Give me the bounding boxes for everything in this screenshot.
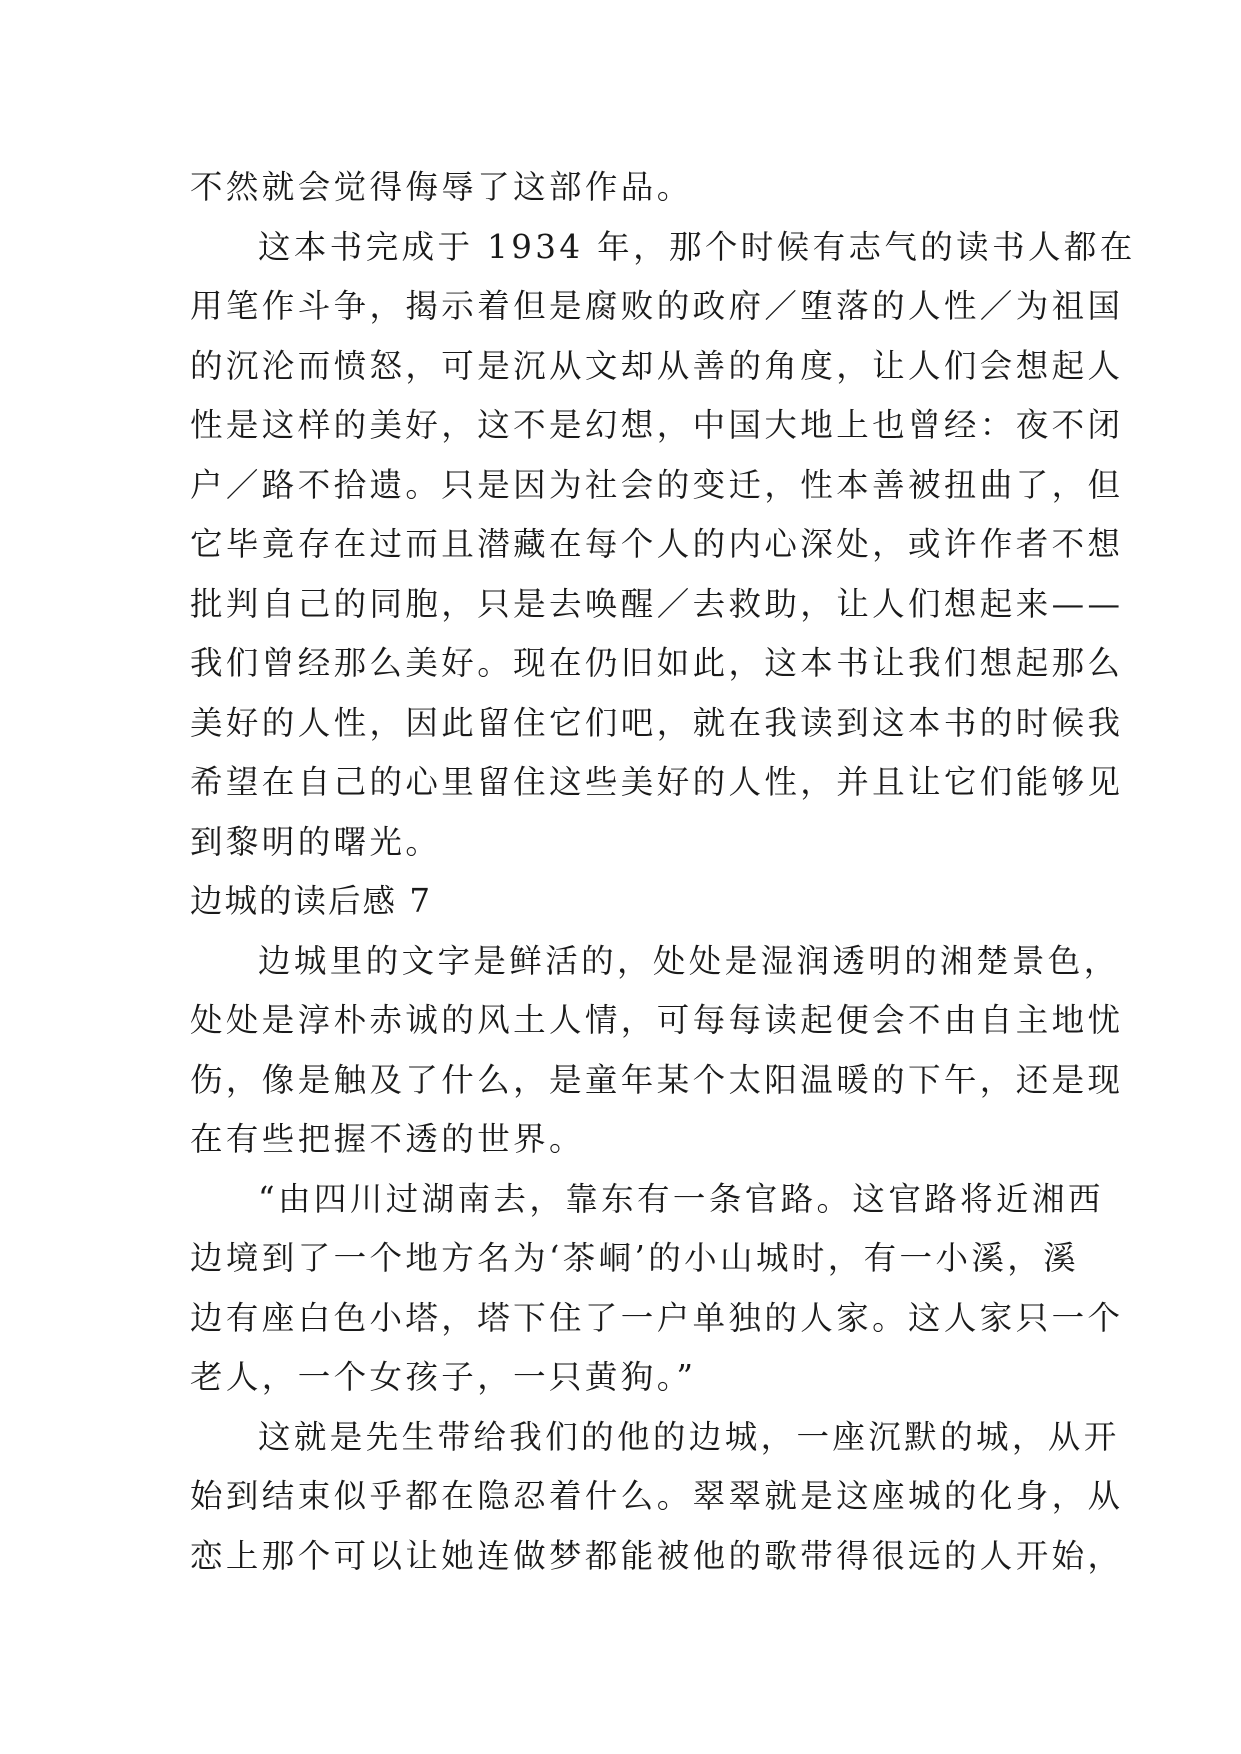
text-line: “由四川过湖南去，靠东有一条官路。这官路将近湘西 xyxy=(258,1179,1104,1218)
text-line: 它毕竟存在过而且潜藏在每个人的内心深处，或许作者不想 xyxy=(190,525,1124,563)
text-line: 伤，像是触及了什么，是童年某个太阳温暖的下午，还是现 xyxy=(190,1060,1124,1099)
text-line: 这本书完成于 1934 年，那个时候有志气的读书人都在 xyxy=(258,227,1136,266)
text-line: 边城里的文字是鲜活的，处处是湿润透明的湘楚景色， xyxy=(258,941,1120,980)
text-line: 的沉沦而愤怒，可是沉从文却从善的角度，让人们会想起人 xyxy=(190,346,1124,385)
text-line: 边有座白色小塔，塔下住了一户单独的人家。这人家只一个 xyxy=(190,1298,1124,1337)
text-line: 用笔作斗争，揭示着但是腐败的政府／堕落的人性／为祖国 xyxy=(190,287,1124,325)
text-line: 我们曾经那么美好。现在仍旧如此，这本书让我们想起那么 xyxy=(190,644,1124,682)
text-line: 性是这样的美好，这不是幻想，中国大地上也曾经：夜不闭 xyxy=(190,406,1124,444)
text-line: 边境到了一个地方名为‘茶峒’的小山城时，有一小溪，溪 xyxy=(190,1239,1080,1277)
text-line: 恋上那个可以让她连做梦都能被他的歌带得很远的人开始， xyxy=(190,1536,1124,1575)
text-line: 始到结束似乎都在隐忍着什么。翠翠就是这座城的化身，从 xyxy=(190,1477,1124,1515)
text-line: 到黎明的曙光。 xyxy=(190,822,442,861)
section-heading: 边城的读后感 7 xyxy=(190,882,433,920)
text-line: 不然就会觉得侮辱了这部作品。 xyxy=(190,168,693,206)
text-line: 美好的人性，因此留住它们吧，就在我读到这本书的时候我 xyxy=(190,703,1124,742)
text-line: 户／路不拾遗。只是因为社会的变迁，性本善被扭曲了，但 xyxy=(190,465,1124,504)
document-body xyxy=(190,158,1136,1586)
text-line: 批判自己的同胞，只是去唤醒／去救助，让人们想起来—— xyxy=(190,584,1124,623)
text-line: 这就是先生带给我们的他的边城，一座沉默的城，从开 xyxy=(258,1417,1120,1456)
text-line: 希望在自己的心里留住这些美好的人性，并且让它们能够见 xyxy=(190,763,1124,801)
text-line: 处处是淳朴赤诚的风土人情，可每每读起便会不由自主地忧 xyxy=(190,1001,1124,1039)
text-line: 老人，一个女孩子，一只黄狗。” xyxy=(190,1358,697,1396)
text-line: 在有些把握不透的世界。 xyxy=(190,1120,585,1158)
